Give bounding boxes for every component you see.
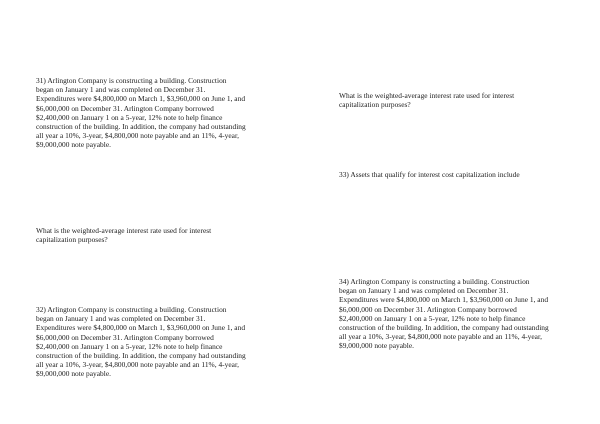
question-31-text: 31) Arlington Company is constructing a building. Construction began on January 1 and was completed on December 31. Expenditures were $4,800,000 on March 1, $3,960,000 on June 1, and $6,000,000 on December 31. Arlington Company borrowed $2,400,000 on January 1 on a 5-year, 12% note to help finance construction of the building. In addition, the company had outstanding all year a 10%, 3-year, $4,800,000 note payable and an 11%, 4-year, $9,000,000 note payable. [36,76,246,150]
question-34-text: 34) Arlington Company is constructing a building. Construction began on January 1 and was completed on December 31. Expenditures were $4,800,000 on March 1, $3,960,000 on June 1, and $6,000,000 on December 31. Arlington Company borrowed $2,400,000 on January 1 on a 5-year, 12% note to help finance construction of the building. In addition, the company had outstanding all year a 10%, 3-year, $4,800,000 note payable and an 11%, 4-year, $9,000,000 note payable. [339,277,549,351]
question-32-text: 32) Arlington Company is constructing a building. Construction began on January 1 and was completed on December 31. Expenditures were $4,800,000 on March 1, $3,960,000 on June 1, and $6,000,000 on December 31. Arlington Company borrowed $2,400,000 on January 1 on a 5-year, 12% note to help finance construction of the building. In addition, the company had outstanding all year a 10%, 3-year, $4,800,000 note payable and an 11%, 4-year, $9,000,000 note payable. [36,305,246,379]
question-33-text: 33) Assets that qualify for interest cost capitalization include [339,170,520,179]
question-31-prompt: What is the weighted-average interest rate used for interest capitalization purposes? [36,226,212,245]
question-32-prompt: What is the weighted-average interest rate used for interest capitalization purposes? [339,91,515,110]
